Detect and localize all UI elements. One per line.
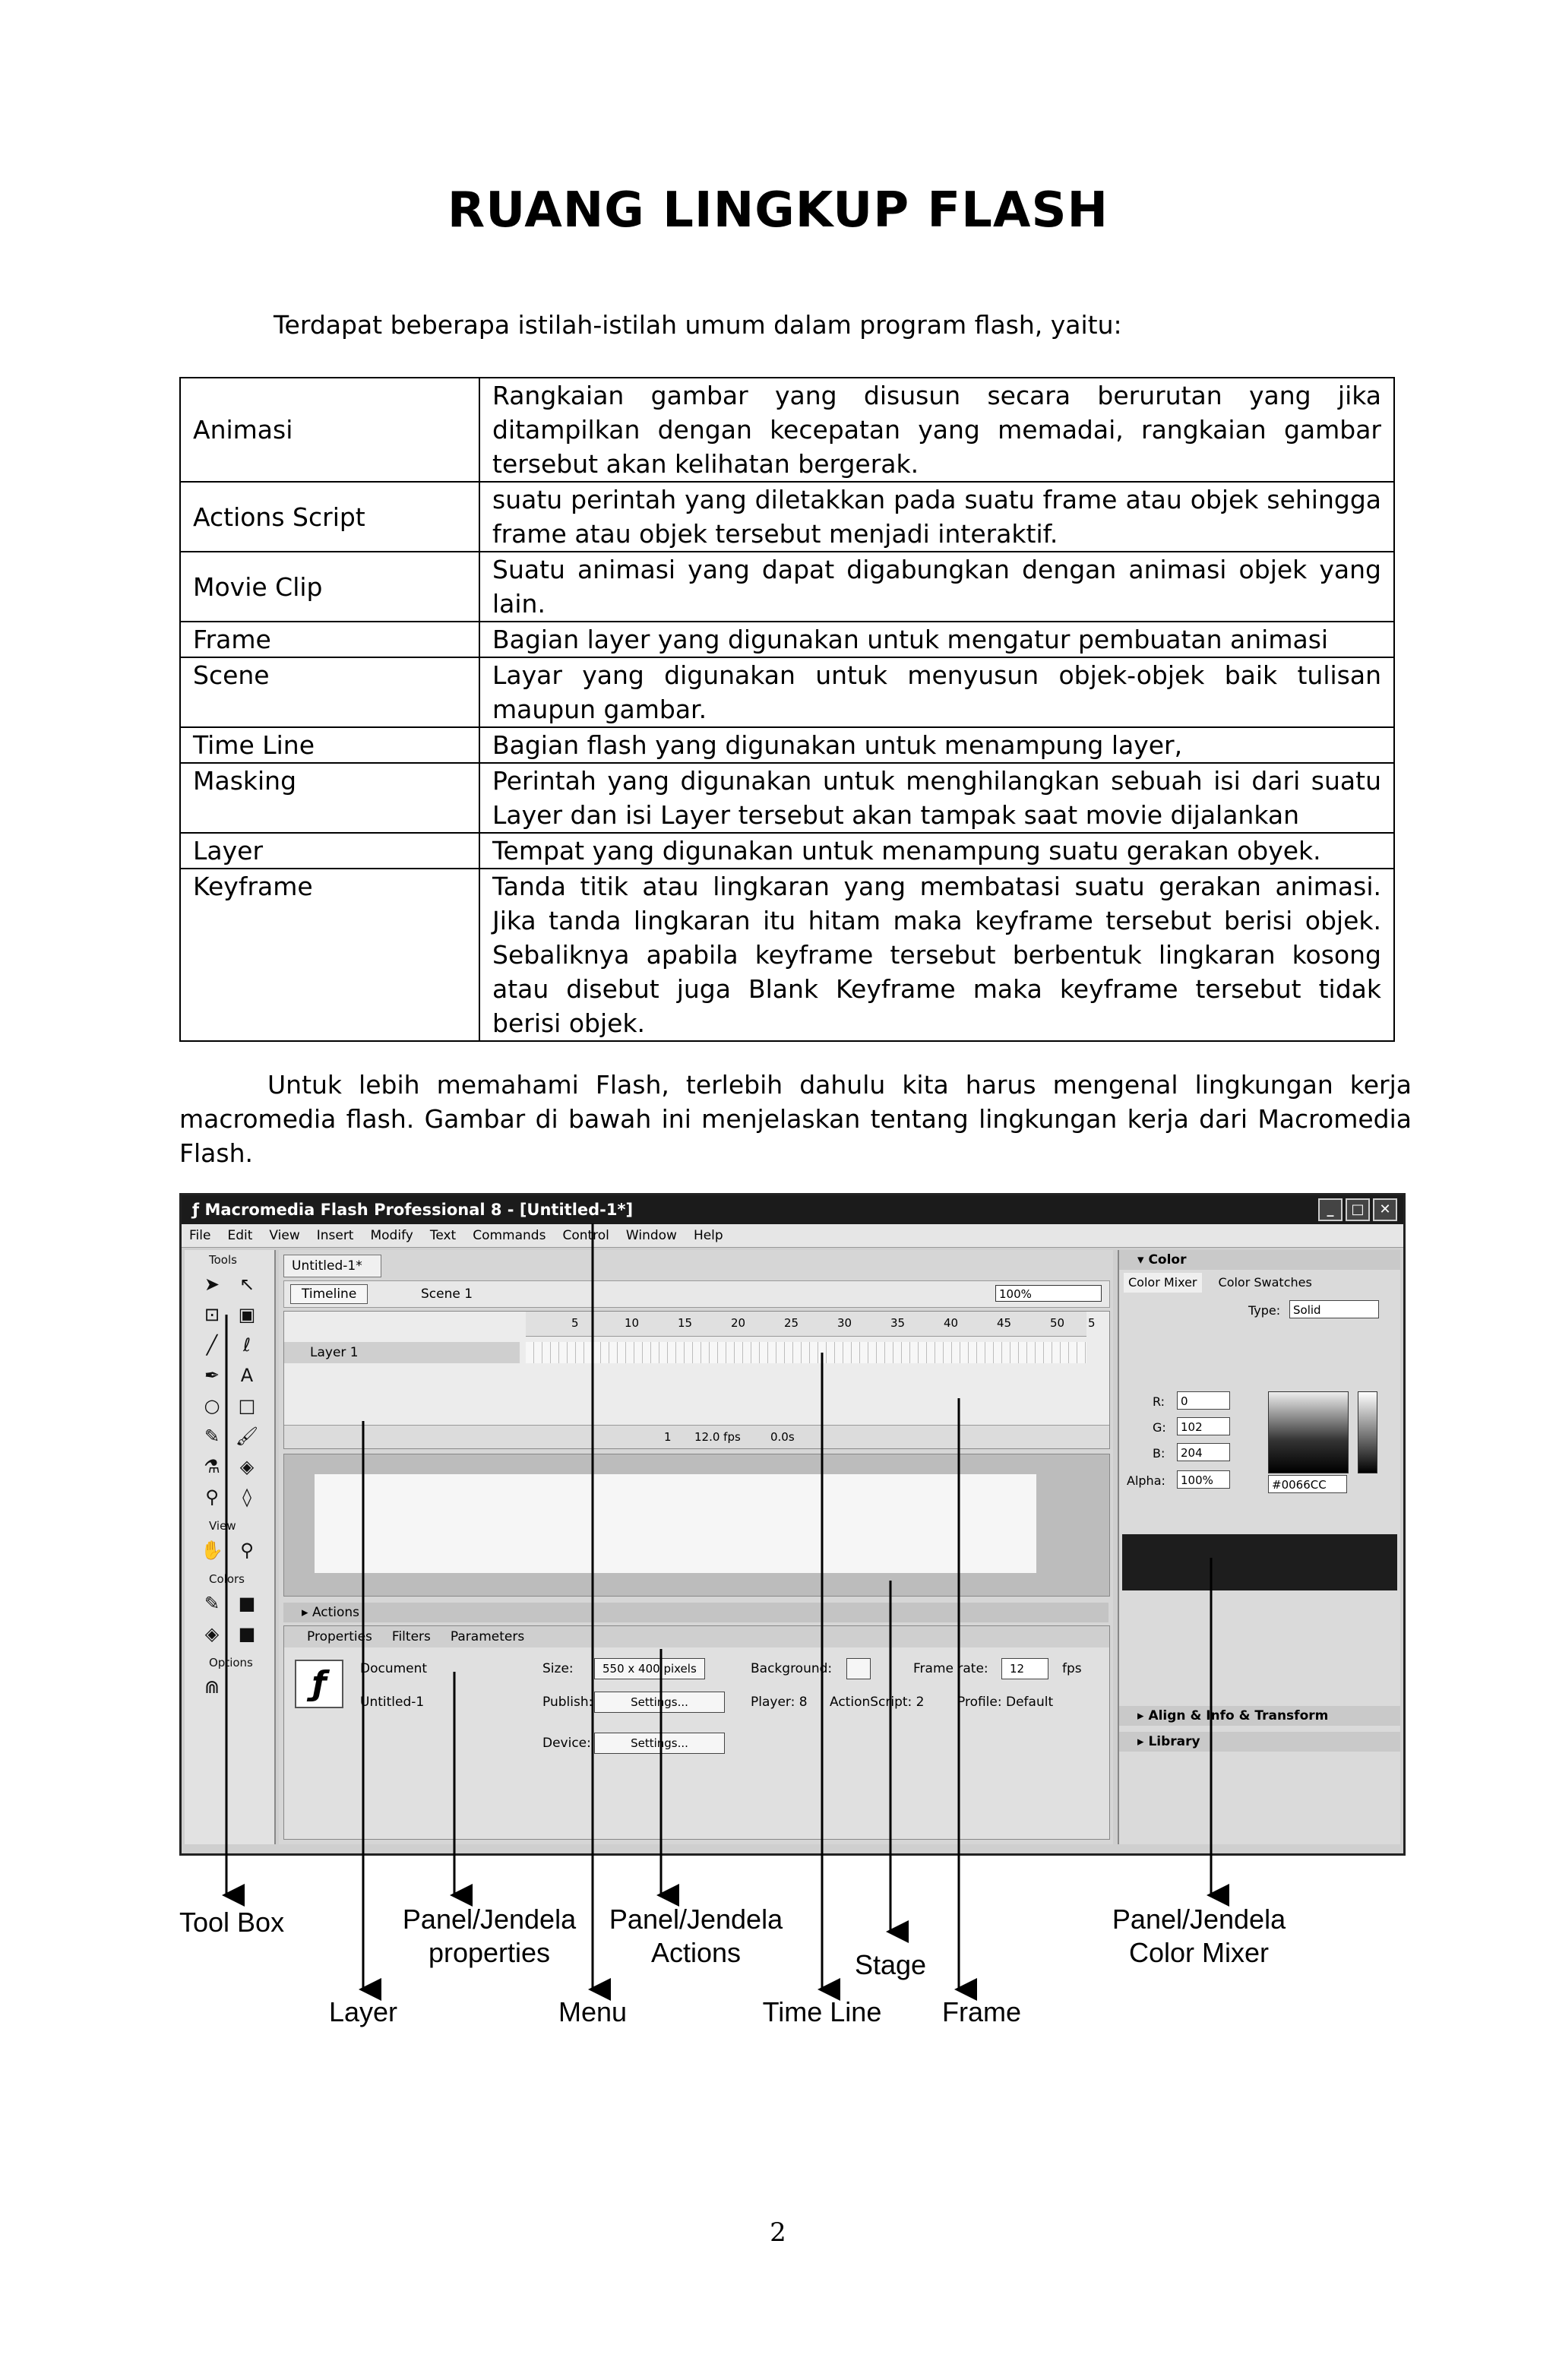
library-panel-title: Library [1148,1734,1200,1749]
elapsed-time: 0.0s [770,1430,795,1444]
publish-settings-button[interactable]: Settings... [594,1692,725,1713]
line-tool-icon[interactable]: ╱ [206,1334,218,1356]
fps-unit: fps [1062,1661,1082,1676]
page-number: 2 [770,2217,786,2248]
oval-tool-icon[interactable]: ○ [204,1395,220,1416]
term-cell: Layer [180,833,479,869]
zoom-select[interactable]: 100% [995,1285,1102,1302]
b-input[interactable]: 204 [1177,1443,1230,1461]
definition-cell: Tempat yang digunakan untuk menampung suatu gerakan obyek. [479,833,1394,869]
selection-tool-icon[interactable]: ➤ [204,1274,220,1295]
document-label: Document [360,1661,428,1676]
actionscript-version: ActionScript: 2 [830,1695,925,1710]
frame-rate-input[interactable]: 12 [1001,1658,1048,1679]
fill-bucket-icon[interactable]: ◈ [204,1623,220,1644]
timeline-status [284,1425,1109,1448]
menu-bar [182,1224,1403,1248]
callout-color-mixer [1108,1903,1290,1970]
minimize-icon[interactable]: _ [1318,1198,1343,1221]
brush-tool-icon[interactable]: 🖌 [235,1426,259,1447]
color-preview [1122,1534,1397,1590]
ruler-tick: 25 [784,1316,799,1330]
menu-window[interactable]: Window [625,1228,677,1243]
menu-modify[interactable]: Modify [370,1228,413,1243]
brightness-slider[interactable] [1358,1391,1377,1473]
size-button[interactable]: 550 x 400 pixels [594,1658,705,1679]
type-select[interactable]: Solid [1289,1300,1379,1318]
r-input[interactable]: 0 [1177,1391,1230,1410]
expand-arrow-icon: ▸ [1137,1708,1149,1723]
callout-color-mixer-line1: Panel/Jendela [1112,1904,1286,1935]
device-label: Device: [542,1736,591,1751]
r-label: R: [1153,1394,1165,1409]
scene-label: Scene 1 [421,1287,473,1302]
ruler-tick: 5 [571,1316,579,1330]
term-cell: Keyframe [180,869,479,1041]
term-cell: Scene [180,657,479,727]
center-workspace [279,1250,1113,1844]
menu-view[interactable]: View [269,1228,300,1243]
term-cell: Actions Script [180,482,479,552]
ruler-tick: 10 [625,1316,640,1330]
collapse-arrow-icon: ▾ [1137,1252,1149,1268]
ruler-tick: 20 [731,1316,746,1330]
callout-stage: Stage [854,1949,927,1980]
text-tool-icon[interactable]: A [240,1365,254,1386]
subselect-tool-icon[interactable]: ↖ [239,1274,255,1295]
callout-actions-line2: Actions [650,1937,742,1968]
definition-cell: Bagian layer yang digunakan untuk mengatur pembuatan animasi [479,622,1394,657]
eraser-icon[interactable]: ◊ [242,1486,251,1508]
actions-panel-header[interactable] [283,1603,1108,1622]
menu-control[interactable]: Control [562,1228,609,1243]
frame-cells[interactable] [526,1342,1086,1363]
timeline-button[interactable]: Timeline [290,1284,368,1304]
stage-canvas[interactable] [315,1474,1036,1573]
gradient-tool-icon[interactable]: ▣ [238,1304,256,1325]
callout-toolbox: Tool Box [179,1907,285,1938]
player-version: Player: 8 [751,1695,808,1710]
color-spectrum[interactable] [1268,1391,1349,1473]
definition-cell: Tanda titik atau lingkaran yang membatasi suatu gerakan animasi. Jika tanda lingkaran itu hitam maka keyframe tersebut berisi objek. Sebaliknya apabila keyframe tersebut berbentuk lingkaran kosong atau disebut juga Blank Keyframe maka keyframe tersebut tidak berisi objek. [479,869,1394,1041]
stage-area [283,1454,1110,1597]
term-cell: Frame [180,622,479,657]
background-swatch[interactable] [846,1658,871,1679]
transform-tool-icon[interactable]: ⊡ [204,1304,220,1325]
tools-label: Tools [209,1253,237,1267]
callout-color-mixer-line2: Color Mixer [1128,1937,1270,1968]
callout-actions [605,1903,787,1970]
menu-file[interactable]: File [189,1228,211,1243]
rectangle-tool-icon[interactable]: □ [238,1395,256,1416]
frame-rate-label: Frame rate: [913,1661,988,1676]
maximize-icon[interactable]: □ [1346,1198,1370,1221]
color-panel-title: Color [1148,1252,1187,1268]
tab-color-mixer[interactable]: Color Mixer [1124,1273,1202,1293]
term-cell: Animasi [180,378,479,482]
fill-color-swatch-icon[interactable]: ■ [238,1593,256,1614]
tab-parameters[interactable]: Parameters [450,1629,525,1644]
callout-actions-line1: Panel/Jendela [609,1904,783,1935]
type-label: Type: [1248,1303,1281,1318]
profile-value: Profile: Default [957,1695,1054,1710]
device-settings-button[interactable]: Settings... [594,1733,725,1754]
ruler-tick: 30 [837,1316,852,1330]
expand-arrow-icon: ▸ [302,1605,312,1620]
intro-text: Terdapat beberapa istilah-istilah umum dalam program flash, yaitu: [274,310,1122,340]
stroke-color-icon[interactable]: ✎ [204,1593,220,1614]
window-titlebar [182,1195,1403,1224]
menu-edit[interactable]: Edit [227,1228,253,1243]
ruler-tick: 15 [678,1316,693,1330]
definition-cell: Suatu animasi yang dapat digabungkan dengan animasi objek yang lain. [479,552,1394,622]
callout-frame: Frame [941,1996,1021,2027]
lasso-tool-icon[interactable]: ℓ [243,1334,251,1356]
ruler-tick: 40 [944,1316,959,1330]
pen-tool-icon[interactable]: ✒ [204,1365,220,1386]
term-cell: Masking [180,763,479,833]
alpha-input[interactable]: 100% [1177,1470,1230,1489]
b-label: B: [1153,1446,1165,1461]
callout-properties [398,1903,580,1970]
flash-app-icon: ƒ [192,1201,205,1219]
document-tab[interactable]: Untitled-1* [283,1255,381,1277]
fill-swatch-icon[interactable]: ■ [238,1623,256,1644]
g-input[interactable]: 102 [1177,1417,1230,1435]
publish-label: Publish: [542,1695,593,1710]
layer-row[interactable]: Layer 1 [284,1342,520,1363]
expand-arrow-icon: ▸ [1137,1734,1149,1749]
background-label: Background: [751,1661,833,1676]
callout-properties-line1: Panel/Jendela [402,1904,577,1935]
definition-cell: Rangkaian gambar yang disusun secara berurutan yang jika ditampilkan dengan kecepatan yang memadai, rangkaian gambar tersebut akan kelihatan bergerak. [479,378,1394,482]
library-panel-header[interactable] [1119,1732,1400,1752]
menu-insert[interactable]: Insert [316,1228,354,1243]
callout-menu: Menu [558,1996,628,2027]
definition-cell: Perintah yang digunakan untuk menghilangkan sebuah isi dari suatu Layer dan isi Layer tersebut akan tampak saat movie dijalankan [479,763,1394,833]
zoom-tool-icon[interactable]: ⚲ [240,1540,254,1561]
term-cell: Time Line [180,727,479,763]
properties-panel [283,1625,1110,1840]
tab-properties[interactable]: Properties [307,1629,372,1644]
definition-cell: suatu perintah yang diletakkan pada suatu frame atau objek sehingga frame atau objek tersebut menjadi interaktif. [479,482,1394,552]
menu-text[interactable]: Text [429,1228,457,1243]
snap-magnet-icon[interactable]: ⋒ [204,1676,220,1698]
g-label: G: [1153,1420,1166,1435]
current-frame: 1 [664,1430,672,1444]
size-label: Size: [542,1661,574,1676]
callout-layer: Layer [328,1996,398,2027]
page-title: RUANG LINGKUP FLASH [447,182,1109,239]
menu-commands[interactable]: Commands [473,1228,546,1243]
callout-timeline: Time Line [762,1996,882,2027]
ruler-tick: 45 [997,1316,1012,1330]
options-label: Options [209,1656,253,1669]
document-name: Untitled-1 [360,1695,425,1710]
colors-label: Colors [209,1572,245,1586]
paint-bucket-icon[interactable]: ◈ [239,1456,255,1477]
term-cell: Movie Clip [180,552,479,622]
color-panel-header[interactable] [1119,1250,1400,1270]
pencil-tool-icon[interactable]: ✎ [204,1426,220,1447]
tab-color-swatches[interactable]: Color Swatches [1218,1275,1312,1290]
body-paragraph [179,1068,1412,1170]
frame-ruler [526,1312,1096,1337]
window-title: Macromedia Flash Professional 8 - [Untitled-1*] [204,1201,634,1219]
frame-rate-readout: 12.0 fps [694,1430,741,1444]
definition-cell: Bagian flash yang digunakan untuk menampung layer, [479,727,1394,763]
menu-help[interactable]: Help [693,1228,723,1243]
flash-logo-icon: ƒ [295,1660,343,1708]
alpha-label: Alpha: [1127,1473,1165,1488]
timeline-panel [283,1311,1110,1449]
ink-bottle-icon[interactable]: ⚗ [204,1456,220,1477]
hex-input[interactable]: #0066CC [1268,1475,1347,1493]
ruler-tick: 50 [1050,1316,1065,1330]
ruler-tick: 35 [890,1316,906,1330]
edit-bar [283,1280,1110,1308]
align-panel-title: Align & Info & Transform [1148,1708,1329,1723]
paragraph-text: Untuk lebih memahami Flash, terlebih dahulu kita harus mengenal lingkungan kerja macromedia flash. Gambar di bawah ini menjelaskan tentang lingkungan kerja dari Macromedia Flash. [179,1070,1412,1168]
hand-tool-icon[interactable]: ✋ [201,1540,223,1561]
close-icon[interactable]: ✕ [1373,1198,1397,1221]
terms-table [179,377,1395,1042]
flash-screenshot [179,1193,1406,1856]
toolbox-panel [185,1250,276,1844]
tab-filters[interactable]: Filters [391,1629,431,1644]
right-panels [1118,1250,1400,1844]
align-panel-header[interactable] [1119,1706,1400,1726]
definition-cell: Layar yang digunakan untuk menyusun objek-objek baik tulisan maupun gambar. [479,657,1394,727]
actions-label: Actions [312,1605,360,1620]
view-label: View [209,1519,236,1533]
ruler-tick: 5 [1088,1316,1096,1330]
callout-properties-line2: properties [428,1937,551,1968]
eyedropper-icon[interactable]: ⚲ [205,1486,219,1508]
